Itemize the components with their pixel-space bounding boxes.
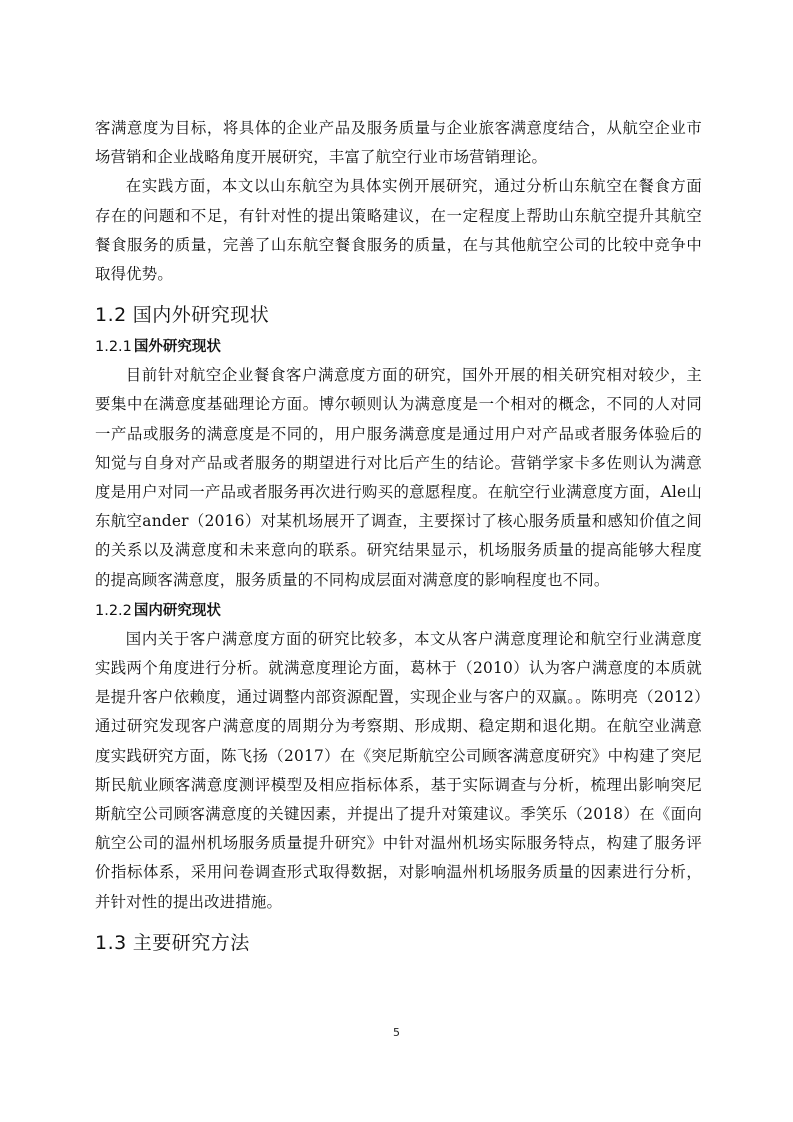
subsection-title: 国外研究现状	[133, 339, 221, 356]
subsection-number: 1.2.1	[95, 339, 132, 356]
page-content	[95, 114, 702, 963]
page-number: 5	[393, 1026, 400, 1039]
subsection-heading-1-2-2	[95, 599, 702, 623]
section-number: 1.2	[95, 304, 127, 327]
section-number: 1.3	[95, 931, 127, 954]
section-heading-1-3	[95, 931, 702, 955]
paragraph-domestic-research: 国内关于客户满意度方面的研究比较多，本文从客户满意度理论和航空行业满意度实践两个角度进行分析。就满意度理论方面，葛林于（2010）认为客户满意度的本质就是提升客户依赖度，通过调整内部资源配置，实现企业与客户的双赢。。陈明亮（2012）通过研究发现客户满意度的周期分为考察期、形成期、稳定期和退化期。在航空业满意度实践研究方面，陈飞扬（2017）在《突尼斯航空公司顾客满意度研究》中构建了突尼斯民航业顾客满意度测评模型及相应指标体系，基于实际调查与分析，梳理出影响突尼斯航空公司顾客满意度的关键因素，并提出了提升对策建议。季笑乐（2018）在《面向航空公司的温州机场服务质量提升研究》中针对温州机场实际服务特点，构建了服务评价指标体系，采用问卷调查形式取得数据，对影响温州机场服务质量的因素进行分析，并针对性的提出改进措施。	[95, 629, 702, 911]
paragraph-continued: 客满意度为目标，将具体的企业产品及服务质量与企业旅客满意度结合，从航空企业市场营销和企业战略角度开展研究，丰富了航空行业市场营销理论。	[95, 119, 702, 167]
section-heading-1-2	[95, 303, 702, 327]
subsection-number: 1.2.2	[95, 602, 132, 619]
subsection-title: 国内研究现状	[133, 602, 221, 619]
section-title: 主要研究方法	[132, 931, 250, 954]
section-title: 国内外研究现状	[132, 304, 270, 327]
paragraph-practice: 在实践方面，本文以山东航空为具体实例开展研究，通过分析山东航空在餐食方面存在的问题和不足，有针对性的提出策略建议，在一定程度上帮助山东航空提升其航空餐食服务的质量，完善了山东航空餐食服务的质量，在与其他航空公司的比较中竞争中取得优势。	[95, 177, 702, 284]
subsection-heading-1-2-1	[95, 335, 702, 359]
paragraph-foreign-research: 目前针对航空企业餐食客户满意度方面的研究，国外开展的相关研究相对较少，主要集中在满意度基础理论方面。博尔顿则认为满意度是一个相对的概念，不同的人对同一产品或服务的满意度是不同的，用户服务满意度是通过用户对产品或者服务体验后的知觉与自身对产品或者服务的期望进行对比后产生的结论。营销学家卡多佐则认为满意度是用户对同一产品或者服务再次进行购买的意愿程度。在航空行业满意度方面，Ale山东航空ander（2016）对某机场展开了调查，主要探讨了核心服务质量和感知价值之间的关系以及满意度和未来意向的联系。研究结果显示，机场服务质量的提高能够大程度的提高顾客满意度，服务质量的不同构成层面对满意度的影响程度也不同。	[95, 366, 702, 589]
